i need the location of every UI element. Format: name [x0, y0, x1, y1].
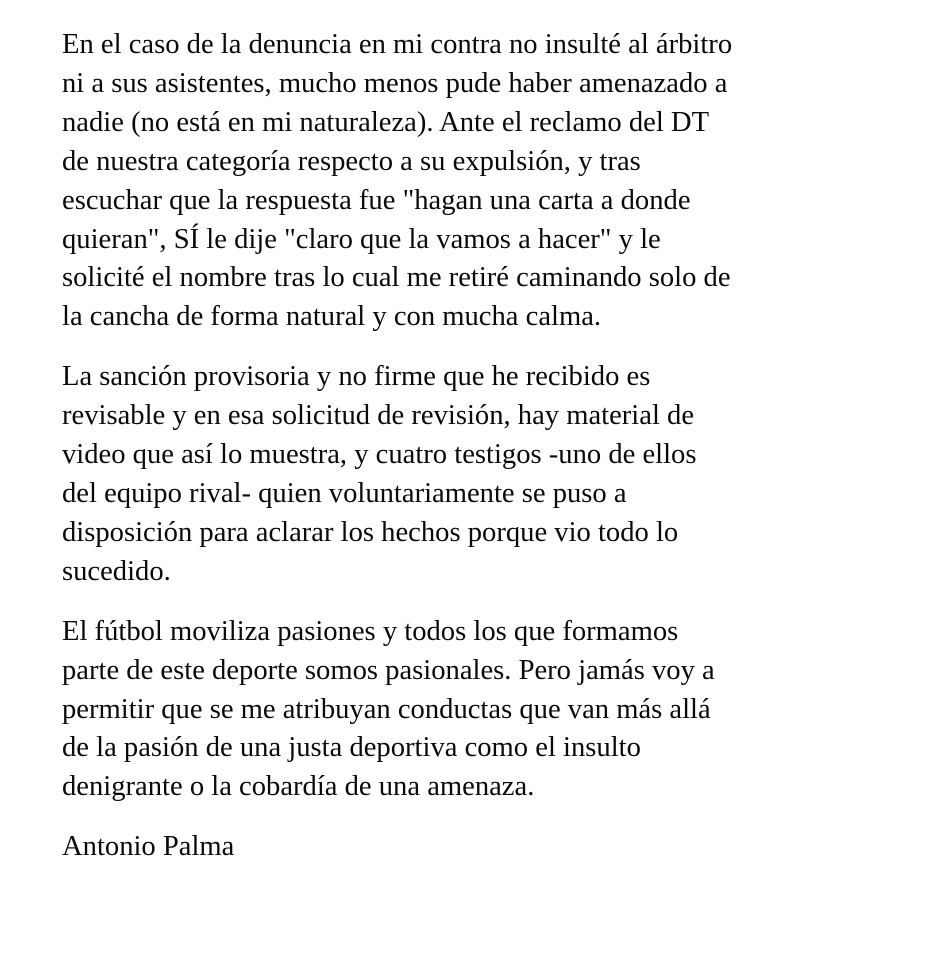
text-line: quieran", SÍ le dije "claro que la vamos a hacer" y le [62, 223, 661, 255]
text-line: permitir que se me atribuyan conductas que van más allá [62, 693, 711, 725]
text-line: denigrante o la cobardía de una amenaza. [62, 771, 535, 803]
text-line: parte de este deporte somos pasionales. Pero jamás voy a [62, 654, 715, 686]
signature: Antonio Palma [62, 831, 235, 863]
text-line: solicité el nombre tras lo cual me retiré caminando solo de [62, 262, 731, 294]
text-line: disposición para aclarar los hechos porque vio todo lo [62, 516, 679, 548]
text-line: escuchar que la respuesta fue "hagan una carta a donde [62, 184, 691, 216]
text-line: del equipo rival- quien voluntariamente se puso a [62, 477, 627, 509]
text-line: En el caso de la denuncia en mi contra no insulté al árbitro [62, 29, 733, 60]
text-line: nadie (no está en mi naturaleza). Ante el reclamo del DT [62, 106, 710, 138]
text-line: de nuestra categoría respecto a su expulsión, y tras [62, 145, 641, 177]
paragraph-sanction [62, 358, 905, 591]
text-line: La sanción provisoria y no firme que he recibido es [62, 361, 651, 393]
text-line: revisable y en esa solicitud de revisión, hay material de [62, 400, 695, 432]
text-line: sucedido. [62, 555, 171, 587]
paragraph-football-passion [62, 613, 905, 808]
text-line: video que así lo muestra, y cuatro testigos -uno de ellos [62, 439, 697, 471]
paragraph-complaint [62, 26, 905, 337]
text-line: la cancha de forma natural y con mucha calma. [62, 301, 602, 333]
text-line: ni a sus asistentes, mucho menos pude haber amenazado a [62, 67, 728, 99]
text-line: de la pasión de una justa deportiva como el insulto [62, 732, 641, 764]
text-line: El fútbol moviliza pasiones y todos los que formamos [62, 615, 679, 647]
